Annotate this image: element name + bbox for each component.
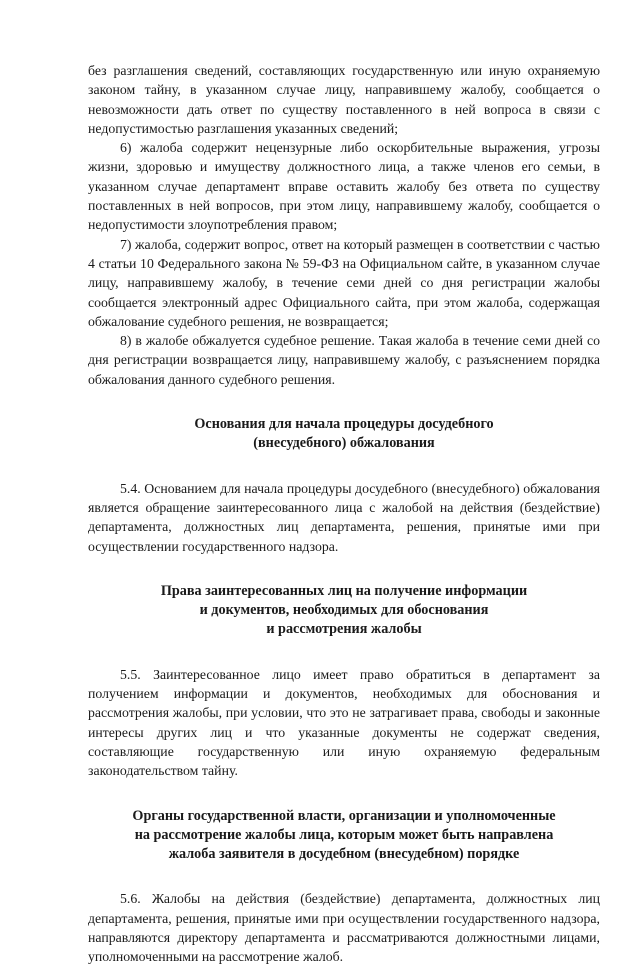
paragraph-item-6: 6) жалоба содержит нецензурные либо оскорбительные выражения, угрозы жизни, здоровью и имуществу должностного лица, а также членов его семьи, в указанном случае департамент вправе оставить жалобу без ответа по существу поставленных в ней вопросов, при этом лицу, направившему жалобу, сообщается о недопустимости злоупотребления правом; [88,140,600,233]
paragraph-item-8: 8) в жалобе обжалуется судебное решение. Такая жалоба в течение семи дней со дня регистрации возвращается лицу, направившему жалобу, с разъяснением порядка обжалования данного судебного решения. [88,333,600,387]
heading-line: и рассмотрения жалобы [266,621,422,638]
paragraph-5-5: 5.5. Заинтересованное лицо имеет право обратиться в департамент за получением информации и документов, необходимых для обоснования и рассмотрения жалобы, при условии, что это не затрагивает права, свободы и законные интересы других лиц и что указанные документы не содержат сведения, составляющие государственную или иную охраняемую федеральным законодательством тайну. [88,666,600,779]
paragraph-item-7: 7) жалоба, содержит вопрос, ответ на который размещен в соответствии с частью 4 статьи 10 Федерального закона № 59-ФЗ на Официальном сайте, в указанном случае лицу, направившему жалобу, в течение семи дней со дня регистрации жалобы сообщается электронный адрес Официального сайта, при этом жалоба, содержащая обжалование судебного решения, не возвращается; [88,236,600,329]
heading-line: Органы государственной власти, организации и уполномоченные [132,807,556,824]
paragraph-5-6: 5.6. Жалобы на действия (бездействие) департамента, должностных лиц департамента, решения, принятые ими при осуществлении государственного надзора, направляются директору департамента и рассматриваются должностными лицами, уполномоченными на рассмотрение жалоб. [88,891,600,965]
heading-line: на рассмотрение жалобы лица, которым может быть направлена [134,826,554,843]
heading-line: и документов, необходимых для обоснования [199,602,489,619]
section-heading-5-5 [88,582,600,640]
paragraph-continuation: без разглашения сведений, составляющих государственную или иную охраняемую законом тайну, в указанном случае лицу, направившему жалобу, сообщается о невозможности дать ответ по существу поставленного в ней вопроса в связи с недопустимостью разглашения указанных сведений; [88,63,600,136]
section-heading-5-6 [88,807,600,865]
paragraph-5-4: 5.4. Основанием для начала процедуры досудебного (внесудебного) обжалования является обращение заинтересованного лица с жалобой на действия (бездействие) департамента, должностных лиц департамента, решения, принятые ими при осуществлении государственного надзора. [88,480,600,554]
heading-line: жалоба заявителя в досудебном (внесудебном) порядке [168,846,520,863]
heading-line: Основания для начала процедуры досудебного [194,416,494,433]
heading-line: Права заинтересованных лиц на получение информации [160,582,528,599]
section-heading-5-4 [88,415,600,454]
heading-line: (внесудебного) обжалования [253,435,435,452]
